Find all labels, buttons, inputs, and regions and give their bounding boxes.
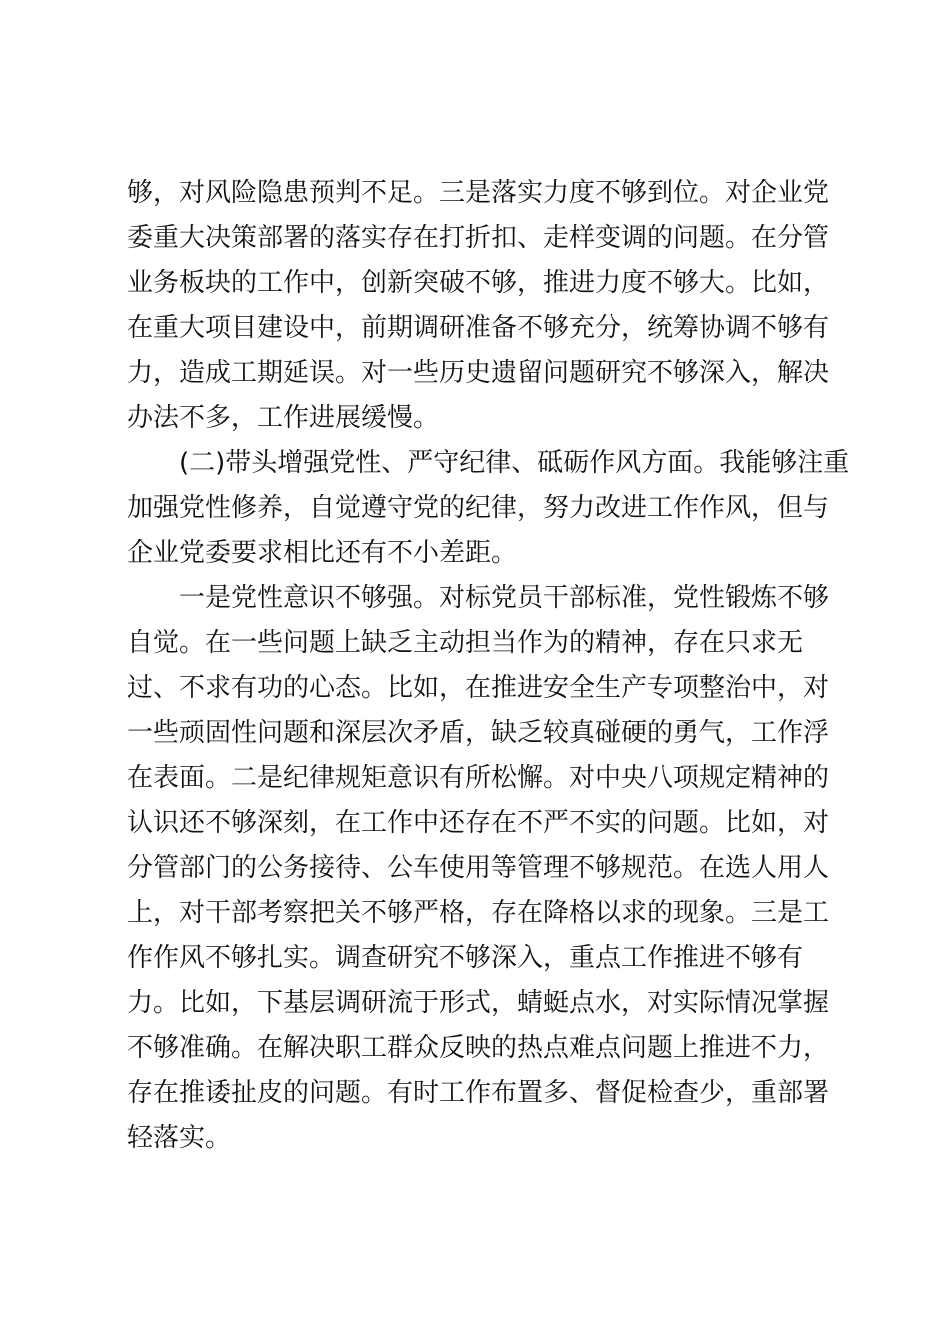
text-line: 委重大决策部署的落实存在打折扣、走样变调的问题。在分管 [127,223,830,253]
text-line: 认识还不够深刻，在工作中还存在不严不实的问题。比如，对 [127,808,830,838]
text-line: 作作风不够扎实。调查研究不够深入，重点工作推进不够有 [127,943,804,973]
text-line: 加强党性修养，自觉遵守党的纪律，努力改进工作作风，但与 [127,493,830,523]
text-line: 上，对干部考察把关不够严格，存在降格以求的现象。三是工 [127,898,830,928]
text-line: 一些顽固性问题和深层次矛盾，缺乏较真碰硬的勇气，工作浮 [127,718,830,748]
text-line: 力，造成工期延误。对一些历史遗留问题研究不够深入，解决 [127,358,830,388]
text-line: 企业党委要求相比还有不小差距。 [127,538,518,568]
text-line: 存在推诿扯皮的问题。有时工作布置多、督促检查少，重部署 [127,1078,830,1108]
text-line: 自觉。在一些问题上缺乏主动担当作为的精神，存在只求无 [127,628,804,658]
text-line: 业务板块的工作中，创新突破不够，推进力度不够大。比如， [127,268,830,298]
text-line: 在表面。二是纪律规矩意识有所松懈。对中央八项规定精神的 [127,763,830,793]
text-line: 过、不求有功的心态。比如，在推进安全生产专项整治中，对 [127,673,830,703]
text-line: 分管部门的公务接待、公车使用等管理不够规范。在选人用人 [127,853,830,883]
text-line: 力。比如，下基层调研流于形式，蜻蜓点水，对实际情况掌握 [127,988,830,1018]
text-line: 一是党性意识不够强。对标党员干部标准，党性锻炼不够 [127,583,830,613]
body-text [127,171,850,1161]
text-line: 办法不多，工作进展缓慢。 [127,403,440,433]
text-line: 在重大项目建设中，前期调研准备不够充分，统筹协调不够有 [127,313,830,343]
text-line: 轻落实。 [127,1123,232,1153]
text-line: 够，对风险隐患预判不足。三是落实力度不够到位。对企业党 [127,178,830,208]
text-line: (二)带头增强党性、严守纪律、砥砺作风方面。我能够注重 [127,448,850,478]
text-line: 不够准确。在解决职工群众反映的热点难点问题上推进不力， [127,1033,830,1063]
